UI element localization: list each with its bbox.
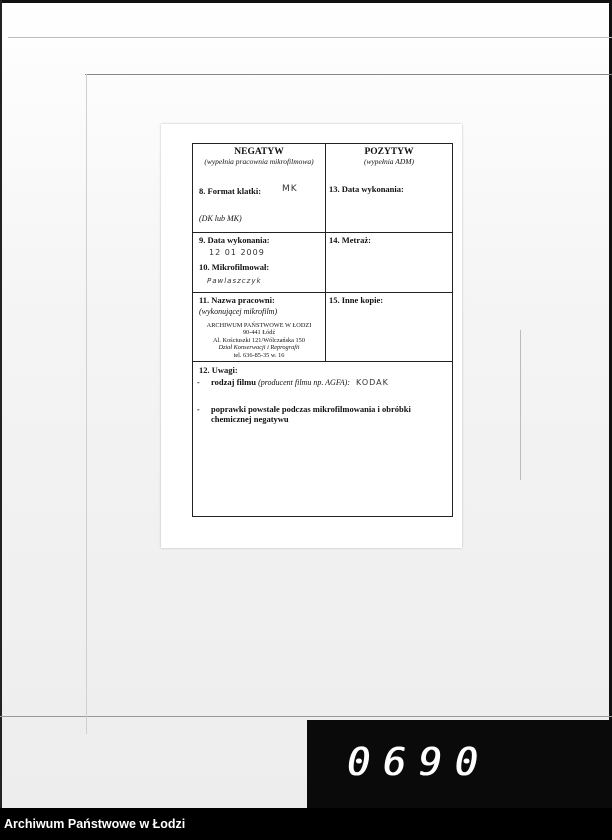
scan-line [86, 74, 87, 734]
remarks-item-film [211, 377, 449, 387]
format-hint: (DK lub MK) [199, 214, 242, 223]
operator-label: 10. Mikrofilmował: [199, 262, 270, 272]
scan-line [8, 37, 612, 38]
format-label: 8. Format klatki: [199, 186, 262, 196]
film-type-value: KODAK [356, 378, 389, 387]
format-value: MK [282, 184, 298, 194]
date-value: 12 01 2009 [209, 248, 265, 257]
stamp-line: ARCHIWUM PAŃSTWOWE W ŁODZI [206, 322, 312, 329]
stamp-line: 90-441 Łódź [242, 329, 276, 337]
length-section [325, 233, 452, 293]
remarks-section [193, 362, 452, 516]
lab-sublabel: (wykonującej mikrofilm) [199, 307, 278, 316]
negatyw-section [193, 144, 325, 233]
stamp-line: Al. Kościuszki 121/Wólczańska 150 [213, 336, 305, 344]
operator-signature: Pawlaszczyk [207, 277, 262, 285]
pozytyw-title: POZYTYW [364, 147, 414, 157]
remarks-label: 12. Uwagi: [199, 365, 238, 375]
other-copies-label: 15. Inne kopie: [329, 295, 384, 305]
film-edge-top [0, 0, 612, 3]
stamp-line: Dział Konserwacji i Reprografii [218, 344, 300, 352]
archive-stamp [193, 322, 325, 359]
lab-name-section [193, 293, 325, 362]
film-type-hint: (producent filmu np. AGFA): [258, 378, 350, 387]
lab-label: 11. Nazwa pracowni: [199, 295, 275, 305]
stamp-line: tel. 636-85-35 w. 16 [233, 351, 285, 359]
other-copies-section [325, 293, 452, 362]
pozytyw-section [325, 144, 452, 233]
scan-line [520, 330, 521, 480]
film-type-label: rodzaj filmu [211, 377, 256, 387]
footer-archive-name: Archiwum Państwowe w Łodzi [4, 817, 186, 831]
negatyw-subtitle: (wypełnia pracownia mikrofilmowa) [204, 157, 314, 166]
remarks-item-corrections: poprawki powstałe podczas mikrofilmowania i obróbki chemicznej negatywu [211, 404, 411, 424]
scan-line [0, 716, 612, 717]
frame-counter: 0690 [347, 740, 491, 784]
film-edge-left [0, 0, 2, 808]
date-label: 13. Data wykonania: [329, 184, 404, 194]
microfilm-form [192, 143, 453, 517]
length-label: 14. Metraż: [329, 235, 372, 245]
bullet-icon: - [197, 405, 200, 414]
pozytyw-subtitle: (wypełnia ADM) [363, 157, 415, 166]
negatyw-title: NEGATYW [234, 147, 284, 157]
date-operator-section [193, 233, 325, 293]
date-label: 9. Data wykonania: [199, 235, 270, 245]
footer-bar [0, 808, 612, 840]
bullet-icon: - [197, 378, 200, 387]
scan-line [85, 74, 612, 75]
frame-counter-panel [307, 720, 612, 808]
